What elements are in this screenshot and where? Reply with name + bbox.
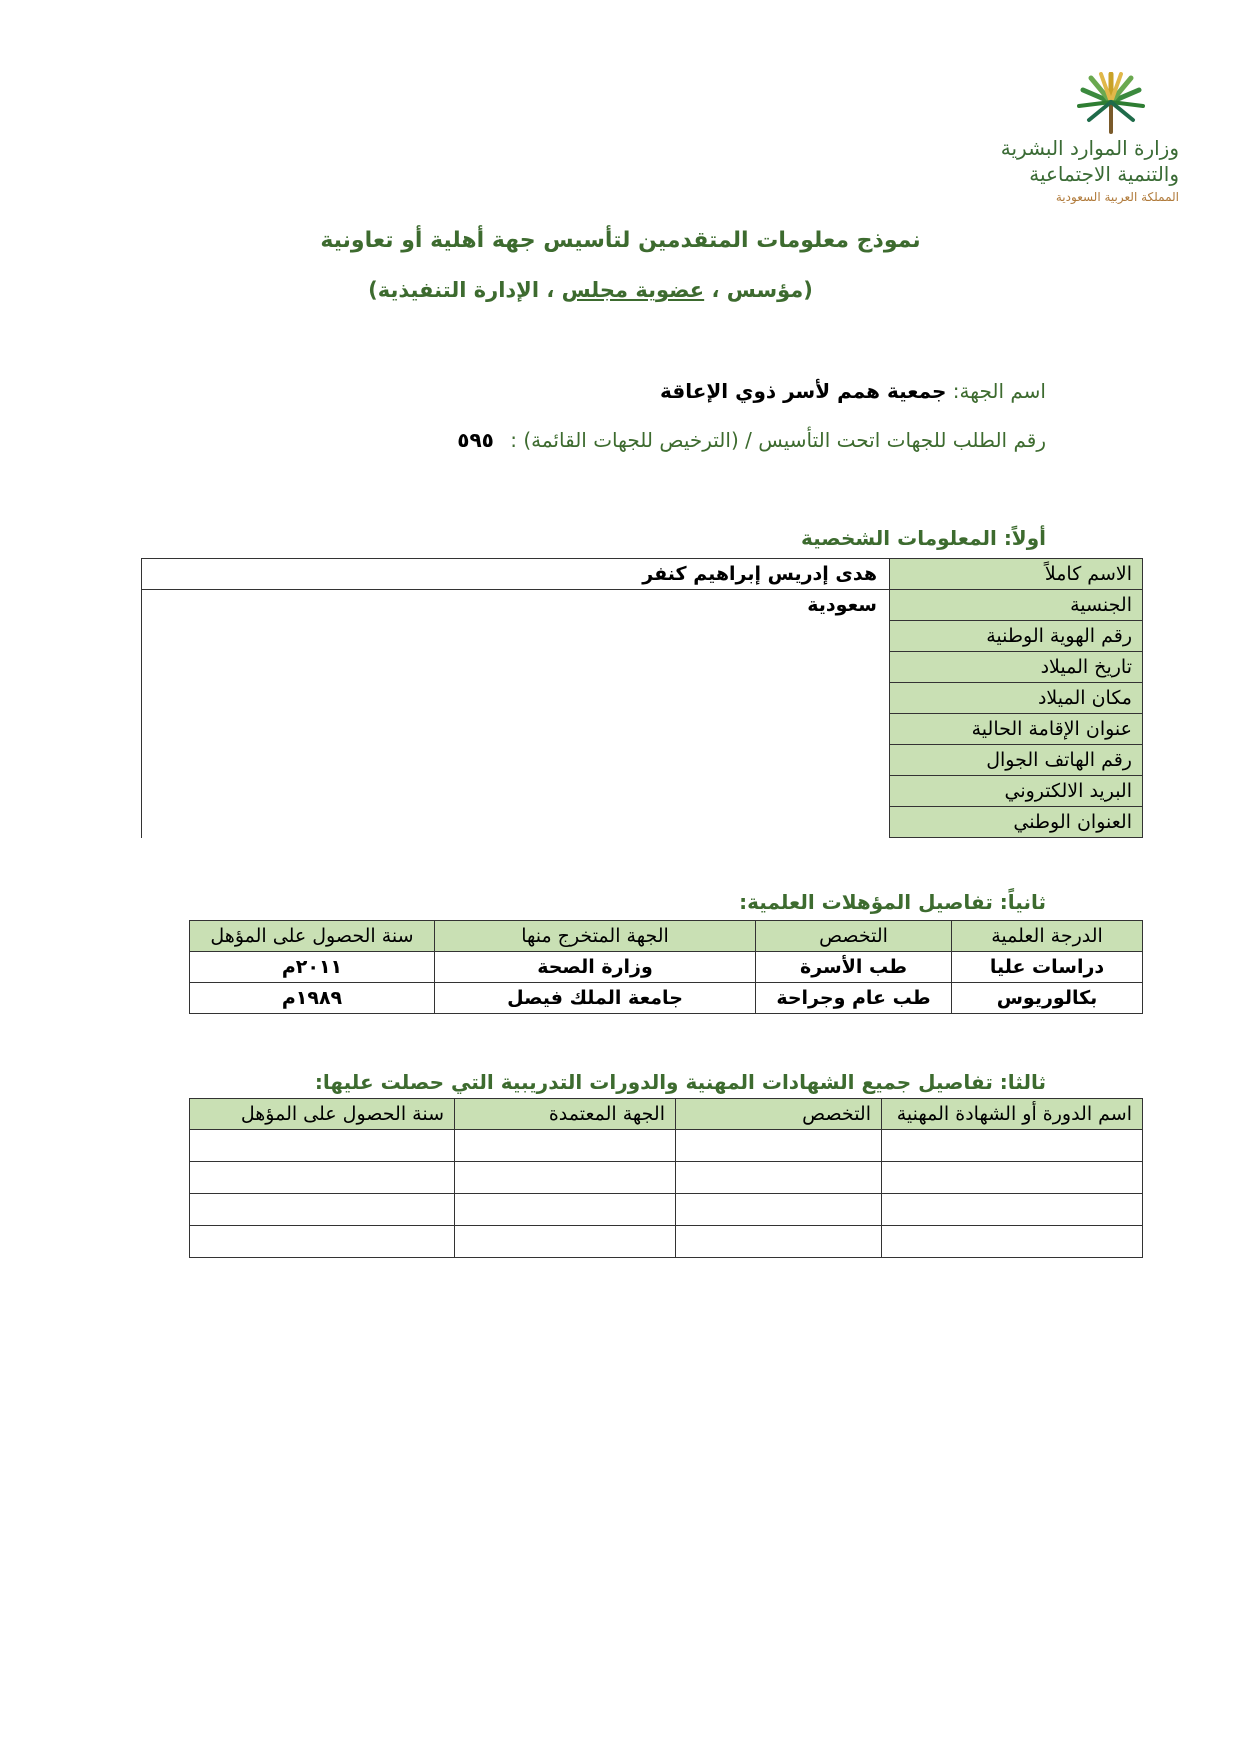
table-row (190, 1130, 1143, 1162)
subtitle-part-1: (مؤسس ، (704, 278, 813, 302)
table-cell (882, 1130, 1143, 1162)
qualifications-table (189, 920, 1143, 1014)
personal-info-table (141, 558, 1143, 838)
table-row (190, 952, 1143, 983)
logo-line-2: والتنمية الاجتماعية (1029, 162, 1179, 186)
entity-name-label: اسم الجهة: (952, 379, 1046, 403)
entity-name-field (660, 379, 1046, 403)
column-header: التخصص (756, 921, 952, 952)
form-title: نموذج معلومات المتقدمين لتأسيس جهة أهلية أو تعاونية (320, 228, 921, 253)
table-row (190, 1162, 1143, 1194)
request-number-label: رقم الطلب للجهات اتحت التأسيس / (الترخيص للجهات القائمة) : (510, 428, 1046, 452)
table-cell: طب الأسرة (756, 952, 952, 983)
table-cell (455, 1162, 676, 1194)
table-cell: بكالوريوس (952, 983, 1143, 1014)
row-label: مكان الميلاد (890, 683, 1143, 714)
row-value: سعودية (142, 590, 890, 621)
table-cell (882, 1226, 1143, 1258)
request-number-field (457, 428, 1046, 452)
table-cell (882, 1194, 1143, 1226)
table-header-row (190, 921, 1143, 952)
personal-info-heading: أولاً: المعلومات الشخصية (801, 526, 1046, 550)
column-header: سنة الحصول على المؤهل (190, 1099, 455, 1130)
table-row (190, 983, 1143, 1014)
table-cell: وزارة الصحة (435, 952, 756, 983)
table-row (190, 1226, 1143, 1258)
table-row (142, 807, 1143, 838)
table-cell (190, 1194, 455, 1226)
table-row (142, 652, 1143, 683)
row-value: هدى إدريس إبراهيم كنفر (142, 559, 890, 590)
row-label: العنوان الوطني (890, 807, 1143, 838)
column-header: اسم الدورة أو الشهادة المهنية (882, 1099, 1143, 1130)
column-header: التخصص (676, 1099, 882, 1130)
palm-logo-icon (1075, 72, 1147, 136)
table-row (142, 621, 1143, 652)
certificates-body (190, 1130, 1143, 1258)
logo-line-3: المملكة العربية السعودية (1055, 190, 1179, 204)
table-row (190, 1194, 1143, 1226)
table-cell (455, 1194, 676, 1226)
column-header: الجهة المتخرج منها (435, 921, 756, 952)
subtitle-part-2: ، الإدارة التنفيذية) (368, 278, 562, 302)
row-label: البريد الالكتروني (890, 776, 1143, 807)
table-cell: دراسات عليا (952, 952, 1143, 983)
table-cell: ٢٠١١م (190, 952, 435, 983)
row-value (142, 683, 890, 714)
table-row (142, 590, 1143, 621)
entity-name-value: جمعية همم لأسر ذوي الإعاقة (660, 379, 947, 403)
row-label: تاريخ الميلاد (890, 652, 1143, 683)
qualifications-heading: ثانياً: تفاصيل المؤهلات العلمية: (739, 890, 1046, 914)
column-header: سنة الحصول على المؤهل (190, 921, 435, 952)
table-cell: طب عام وجراحة (756, 983, 952, 1014)
table-row (142, 683, 1143, 714)
row-label: رقم الهوية الوطنية (890, 621, 1143, 652)
table-cell (190, 1162, 455, 1194)
table-cell: ١٩٨٩م (190, 983, 435, 1014)
table-cell (676, 1194, 882, 1226)
row-label: عنوان الإقامة الحالية (890, 714, 1143, 745)
column-header: الجهة المعتمدة (455, 1099, 676, 1130)
row-value (142, 714, 890, 745)
row-value (142, 745, 890, 776)
table-row (142, 559, 1143, 590)
form-subtitle (0, 278, 1211, 302)
table-cell (455, 1226, 676, 1258)
table-cell (455, 1130, 676, 1162)
logo-line-1: وزارة الموارد البشرية (1000, 136, 1179, 160)
row-value (142, 807, 890, 838)
table-cell (882, 1162, 1143, 1194)
row-value (142, 652, 890, 683)
table-cell (190, 1130, 455, 1162)
row-label: الاسم كاملاً (890, 559, 1143, 590)
table-cell (676, 1130, 882, 1162)
subtitle-underlined: عضوية مجلس (561, 278, 705, 302)
request-number-value: ٥٩٥ (457, 428, 494, 452)
table-row (142, 776, 1143, 807)
column-header: الدرجة العلمية (952, 921, 1143, 952)
row-label: الجنسية (890, 590, 1143, 621)
table-cell: جامعة الملك فيصل (435, 983, 756, 1014)
row-value (142, 776, 890, 807)
table-row (142, 714, 1143, 745)
table-header-row (190, 1099, 1143, 1130)
certificates-heading: ثالثا: تفاصيل جميع الشهادات المهنية والدورات التدريبية التي حصلت عليها: (314, 1070, 1046, 1094)
row-value (142, 621, 890, 652)
row-label: رقم الهاتف الجوال (890, 745, 1143, 776)
table-row (142, 745, 1143, 776)
table-cell (676, 1162, 882, 1194)
certificates-table (189, 1098, 1143, 1258)
ministry-logo (999, 72, 1179, 207)
table-cell (190, 1226, 455, 1258)
table-cell (676, 1226, 882, 1258)
